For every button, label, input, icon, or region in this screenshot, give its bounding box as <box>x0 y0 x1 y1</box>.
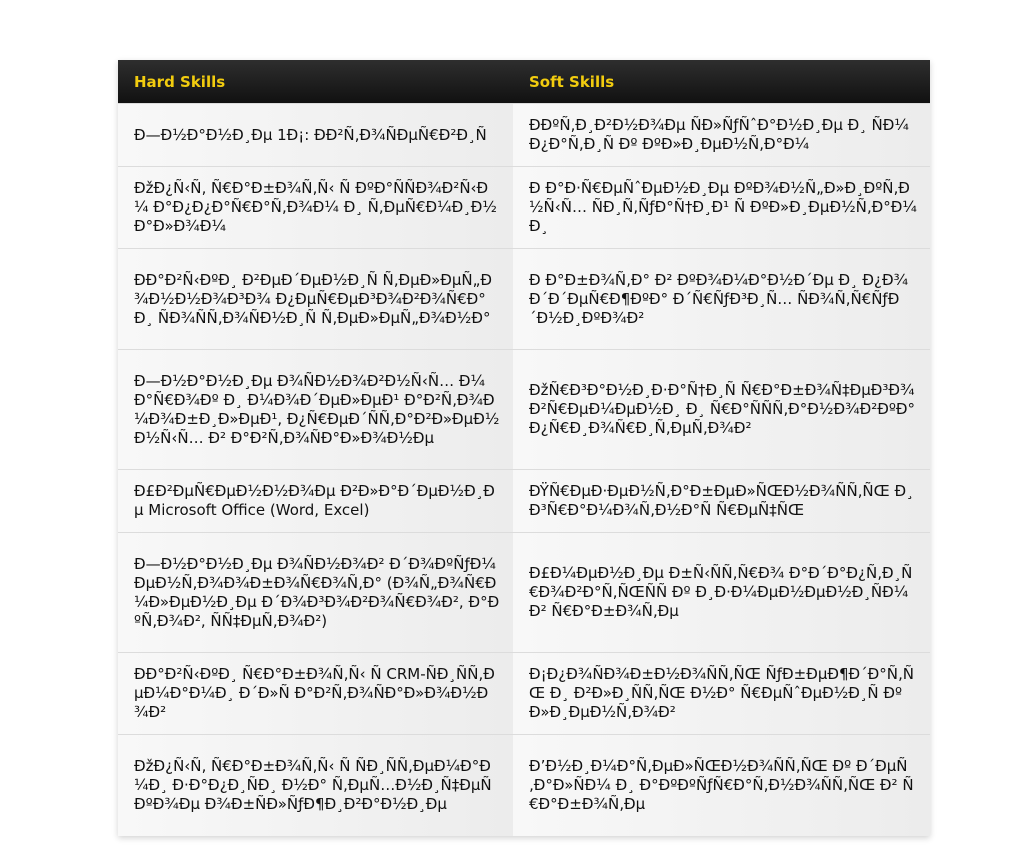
soft-skill-cell: Ð Ð°Ð±Ð¾Ñ‚Ð° Ð² ÐºÐ¾Ð¼Ð°Ð½Ð´Ðµ Ð¸ Ð¿Ð¾Ð´Ð´ÐµÑ€Ð¶ÐºÐ° Ð´Ñ€ÑƒÐ³Ð¸Ñ… ÑÐ¾Ñ‚Ñ€ÑƒÐ´Ð½Ð¸ÐºÐ¾Ð² <box>513 249 930 350</box>
header-soft-skills: Soft Skills <box>513 60 930 104</box>
table-row <box>118 104 930 167</box>
table-row <box>118 249 930 350</box>
soft-skill-cell: ÐŸÑ€ÐµÐ·ÐµÐ½Ñ‚Ð°Ð±ÐµÐ»ÑŒÐ½Ð¾ÑÑ‚ÑŒ Ð¸ Ð³Ñ€Ð°Ð¼Ð¾Ñ‚Ð½Ð°Ñ Ñ€ÐµÑ‡ÑŒ <box>513 470 930 533</box>
soft-skill-cell: Ð’Ð½Ð¸Ð¼Ð°Ñ‚ÐµÐ»ÑŒÐ½Ð¾ÑÑ‚ÑŒ Ðº Ð´ÐµÑ‚Ð°Ð»ÑÐ¼ Ð¸ Ð°ÐºÐºÑƒÑ€Ð°Ñ‚Ð½Ð¾ÑÑ‚ÑŒ Ð² Ñ€Ð°Ð±Ð¾Ñ‚Ðµ <box>513 735 930 836</box>
hard-skill-cell: Ð—Ð½Ð°Ð½Ð¸Ðµ 1Ð¡: ÐÐ²Ñ‚Ð¾ÑÐµÑ€Ð²Ð¸Ñ <box>118 104 513 167</box>
table-body <box>118 104 930 836</box>
skills-table-container <box>118 60 930 836</box>
header-hard-skills: Hard Skills <box>118 60 513 104</box>
table-row <box>118 533 930 653</box>
table-row <box>118 470 930 533</box>
table-row <box>118 350 930 470</box>
table-row <box>118 653 930 735</box>
hard-skill-cell: Ð—Ð½Ð°Ð½Ð¸Ðµ Ð¾ÑÐ½Ð¾Ð² Ð´Ð¾ÐºÑƒÐ¼ÐµÐ½Ñ‚Ð¾Ð¾Ð±Ð¾Ñ€Ð¾Ñ‚Ð° (Ð¾Ñ„Ð¾Ñ€Ð¼Ð»ÐµÐ½Ð¸Ðµ Ð´Ð¾Ð³Ð¾Ð²Ð¾Ñ€Ð¾Ð², Ð°ÐºÑ‚Ð¾Ð², ÑÑ‡ÐµÑ‚Ð¾Ð²) <box>118 533 513 653</box>
soft-skill-cell: Ð£Ð¼ÐµÐ½Ð¸Ðµ Ð±Ñ‹ÑÑ‚Ñ€Ð¾ Ð°Ð´Ð°Ð¿Ñ‚Ð¸Ñ€Ð¾Ð²Ð°Ñ‚ÑŒÑÑ Ðº Ð¸Ð·Ð¼ÐµÐ½ÐµÐ½Ð¸ÑÐ¼ Ð² Ñ€Ð°Ð±Ð¾Ñ‚Ðµ <box>513 533 930 653</box>
soft-skill-cell: Ð Ð°Ð·Ñ€ÐµÑˆÐµÐ½Ð¸Ðµ ÐºÐ¾Ð½Ñ„Ð»Ð¸ÐºÑ‚Ð½Ñ‹Ñ… ÑÐ¸Ñ‚ÑƒÐ°Ñ†Ð¸Ð¹ Ñ ÐºÐ»Ð¸ÐµÐ½Ñ‚Ð°Ð¼Ð¸ <box>513 167 930 249</box>
soft-skill-cell: ÐÐºÑ‚Ð¸Ð²Ð½Ð¾Ðµ ÑÐ»ÑƒÑˆÐ°Ð½Ð¸Ðµ Ð¸ ÑÐ¼Ð¿Ð°Ñ‚Ð¸Ñ Ðº ÐºÐ»Ð¸ÐµÐ½Ñ‚Ð°Ð¼ <box>513 104 930 167</box>
hard-skill-cell: Ð—Ð½Ð°Ð½Ð¸Ðµ Ð¾ÑÐ½Ð¾Ð²Ð½Ñ‹Ñ… Ð¼Ð°Ñ€Ð¾Ðº Ð¸ Ð¼Ð¾Ð´ÐµÐ»ÐµÐ¹ Ð°Ð²Ñ‚Ð¾Ð¼Ð¾Ð±Ð¸Ð»ÐµÐ¹, Ð¿Ñ€ÐµÐ´ÑÑ‚Ð°Ð²Ð»ÐµÐ½Ð½Ñ‹Ñ… Ð² Ð°Ð²Ñ‚Ð¾ÑÐ°Ð»Ð¾Ð½Ðµ <box>118 350 513 470</box>
hard-skill-cell: ÐÐ°Ð²Ñ‹ÐºÐ¸ Ñ€Ð°Ð±Ð¾Ñ‚Ñ‹ Ñ CRM-ÑÐ¸ÑÑ‚ÐµÐ¼Ð°Ð¼Ð¸ Ð´Ð»Ñ Ð°Ð²Ñ‚Ð¾ÑÐ°Ð»Ð¾Ð½Ð¾Ð² <box>118 653 513 735</box>
soft-skill-cell: ÐžÑ€Ð³Ð°Ð½Ð¸Ð·Ð°Ñ†Ð¸Ñ Ñ€Ð°Ð±Ð¾Ñ‡ÐµÐ³Ð¾ Ð²Ñ€ÐµÐ¼ÐµÐ½Ð¸ Ð¸ Ñ€Ð°ÑÑÑ‚Ð°Ð½Ð¾Ð²ÐºÐ° Ð¿Ñ€Ð¸Ð¾Ñ€Ð¸Ñ‚ÐµÑ‚Ð¾Ð² <box>513 350 930 470</box>
hard-skill-cell: Ð£Ð²ÐµÑ€ÐµÐ½Ð½Ð¾Ðµ Ð²Ð»Ð°Ð´ÐµÐ½Ð¸Ðµ Microsoft Office (Word, Excel) <box>118 470 513 533</box>
header-row <box>118 60 930 104</box>
table-row <box>118 167 930 249</box>
table-header <box>118 60 930 104</box>
hard-skill-cell: ÐÐ°Ð²Ñ‹ÐºÐ¸ Ð²ÐµÐ´ÐµÐ½Ð¸Ñ Ñ‚ÐµÐ»ÐµÑ„Ð¾Ð½Ð½Ð¾Ð³Ð¾ Ð¿ÐµÑ€ÐµÐ³Ð¾Ð²Ð¾Ñ€Ð° Ð¸ ÑÐ¾ÑÑ‚Ð¾ÑÐ½Ð¸Ñ Ñ‚ÐµÐ»ÐµÑ„Ð¾Ð½Ð° <box>118 249 513 350</box>
hard-skill-cell: ÐžÐ¿Ñ‹Ñ‚ Ñ€Ð°Ð±Ð¾Ñ‚Ñ‹ Ñ ÑÐ¸ÑÑ‚ÐµÐ¼Ð°Ð¼Ð¸ Ð·Ð°Ð¿Ð¸ÑÐ¸ Ð½Ð° Ñ‚ÐµÑ…Ð½Ð¸Ñ‡ÐµÑÐºÐ¾Ðµ Ð¾Ð±ÑÐ»ÑƒÐ¶Ð¸Ð²Ð°Ð½Ð¸Ðµ <box>118 735 513 836</box>
table-row <box>118 735 930 836</box>
soft-skill-cell: Ð¡Ð¿Ð¾ÑÐ¾Ð±Ð½Ð¾ÑÑ‚ÑŒ ÑƒÐ±ÐµÐ¶Ð´Ð°Ñ‚ÑŒ Ð¸ Ð²Ð»Ð¸ÑÑ‚ÑŒ Ð½Ð° Ñ€ÐµÑˆÐµÐ½Ð¸Ñ ÐºÐ»Ð¸ÐµÐ½Ñ‚Ð¾Ð² <box>513 653 930 735</box>
hard-skill-cell: ÐžÐ¿Ñ‹Ñ‚ Ñ€Ð°Ð±Ð¾Ñ‚Ñ‹ Ñ ÐºÐ°ÑÑÐ¾Ð²Ñ‹Ð¼ Ð°Ð¿Ð¿Ð°Ñ€Ð°Ñ‚Ð¾Ð¼ Ð¸ Ñ‚ÐµÑ€Ð¼Ð¸Ð½Ð°Ð»Ð¾Ð¼ <box>118 167 513 249</box>
skills-table <box>118 60 930 836</box>
